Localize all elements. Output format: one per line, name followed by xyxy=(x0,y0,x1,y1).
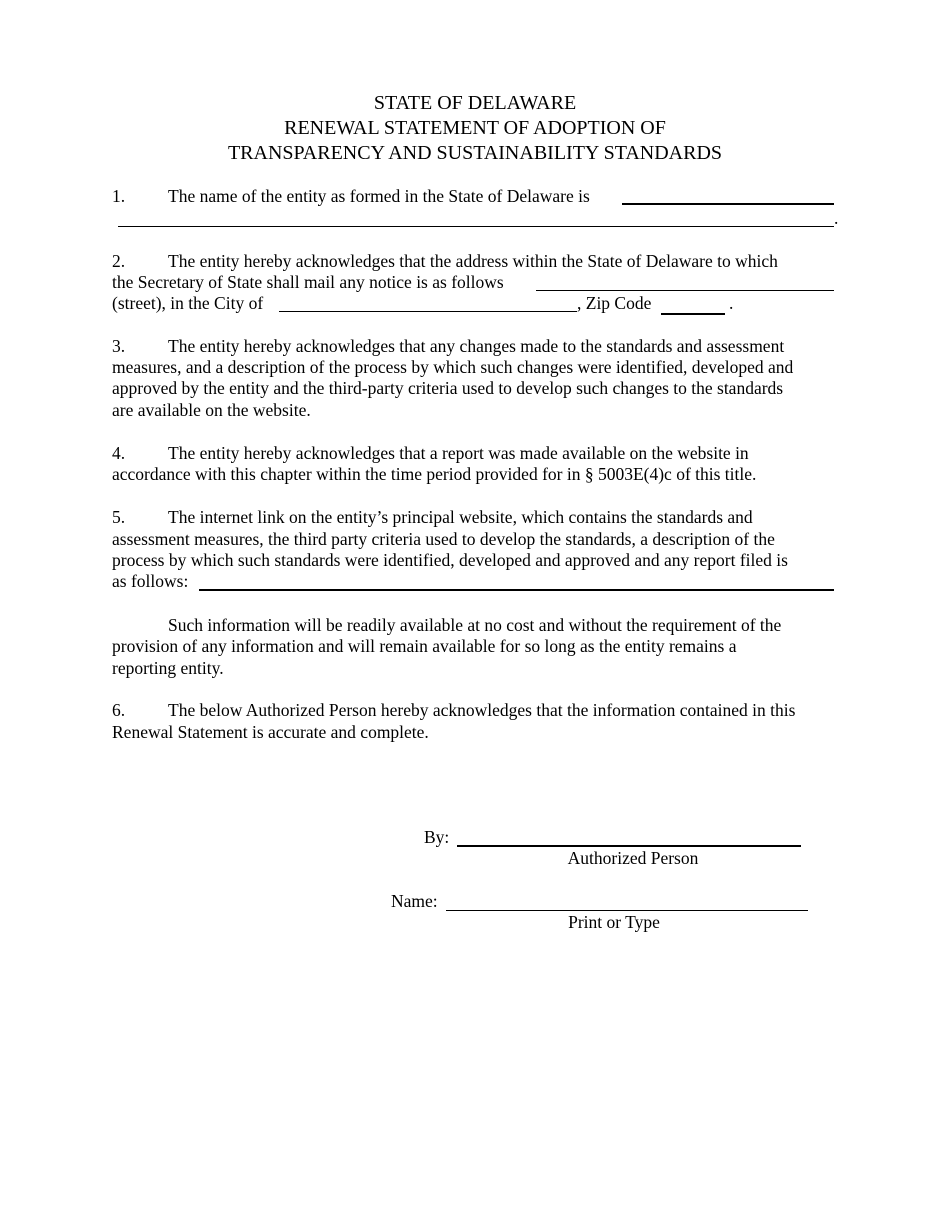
item-4-number: 4. xyxy=(112,443,126,463)
street-label: (street), in the City of xyxy=(112,293,264,313)
item-6-line-1: The below Authorized Person hereby acknowledges that the information contained in this xyxy=(168,700,796,720)
item-2-line-1: The entity hereby acknowledges that the address within the State of Delaware to which xyxy=(168,251,778,271)
header-subtitle: TRANSPARENCY AND SUSTAINABILITY STANDARDS xyxy=(227,142,723,164)
print-or-type-caption: Print or Type xyxy=(568,912,660,932)
header-state: STATE OF DELAWARE xyxy=(373,92,577,114)
item-3-line-2: measures, and a description of the process by which such changes were identified, developed and xyxy=(112,357,794,377)
item-1-period: . xyxy=(834,208,839,228)
zip-code-field[interactable] xyxy=(661,313,725,315)
item-3-line-4: are available on the website. xyxy=(112,400,311,420)
printed-name-field[interactable] xyxy=(446,910,808,911)
item-4-line-1: The entity hereby acknowledges that a report was made available on the website in xyxy=(168,443,749,463)
city-field[interactable] xyxy=(279,311,577,312)
info-note-line-1: Such information will be readily available at no cost and without the requirement of the xyxy=(168,615,782,635)
item-1-text: The name of the entity as formed in the State of Delaware is xyxy=(168,186,590,206)
item-5-number: 5. xyxy=(112,507,126,527)
entity-name-field[interactable] xyxy=(622,203,834,205)
item-5-line-4: as follows: xyxy=(112,571,189,591)
item-5-line-2: assessment measures, the third party criteria used to develop the standards, a description of the xyxy=(112,529,775,549)
item-3-number: 3. xyxy=(112,336,126,356)
street-address-field[interactable] xyxy=(536,290,834,291)
item-5-line-1: The internet link on the entity’s principal website, which contains the standards and xyxy=(168,507,753,527)
authorized-person-signature-field[interactable] xyxy=(457,845,801,847)
website-link-field[interactable] xyxy=(199,589,834,591)
info-note-line-3: reporting entity. xyxy=(112,658,224,678)
item-3-line-1: The entity hereby acknowledges that any changes made to the standards and assessment xyxy=(168,336,785,356)
by-label: By: xyxy=(424,827,450,847)
item-5-line-3: process by which such standards were identified, developed and approved and any report filed is xyxy=(112,550,788,570)
item-3-line-3: approved by the entity and the third-party criteria used to develop such changes to the standards xyxy=(112,378,784,398)
item-1-number: 1. xyxy=(112,186,126,206)
info-note-line-2: provision of any information and will remain available for so long as the entity remains a xyxy=(112,636,737,656)
zip-label: , Zip Code xyxy=(577,293,652,313)
authorized-person-caption: Authorized Person xyxy=(567,848,699,868)
name-label: Name: xyxy=(391,891,438,911)
item-2-number: 2. xyxy=(112,251,126,271)
header-title: RENEWAL STATEMENT OF ADOPTION OF xyxy=(284,117,666,139)
item-6-number: 6. xyxy=(112,700,126,720)
item-2-line-2: the Secretary of State shall mail any notice is as follows xyxy=(112,272,504,292)
item-2-period: . xyxy=(729,293,734,313)
item-6-line-2: Renewal Statement is accurate and complete. xyxy=(112,722,429,742)
item-4-line-2: accordance with this chapter within the time period provided for in § 5003E(4)c of this title. xyxy=(112,464,757,484)
entity-name-field-continued[interactable] xyxy=(118,226,834,227)
